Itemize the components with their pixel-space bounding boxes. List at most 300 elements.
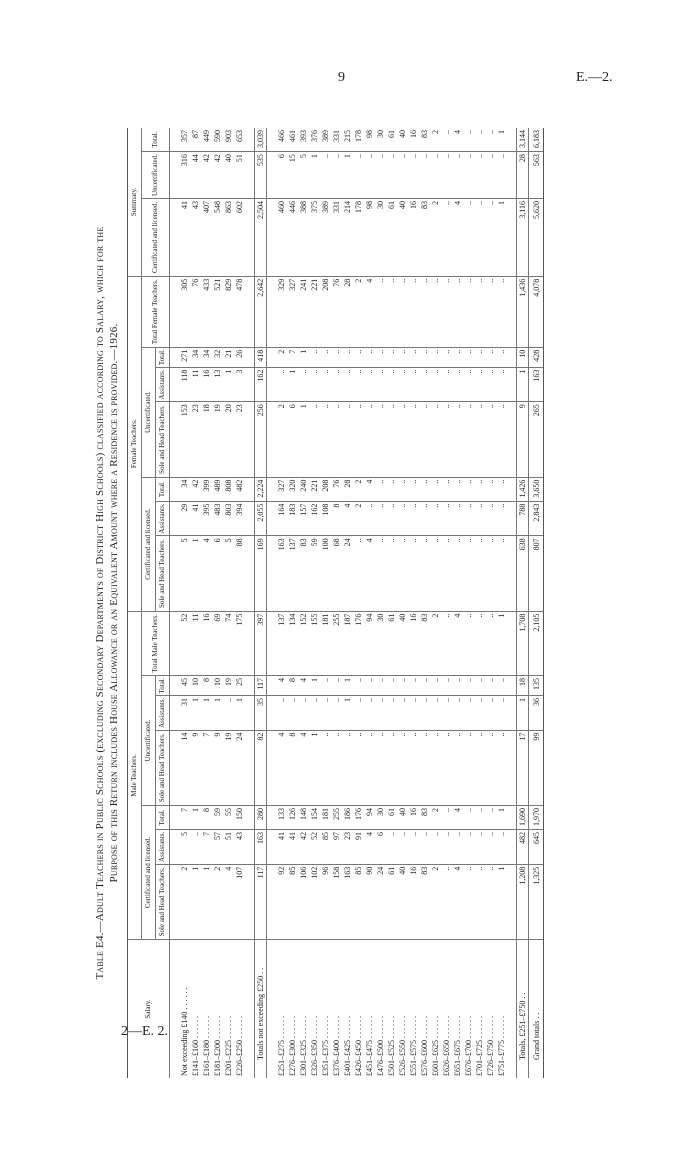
- table-cell: 255: [331, 805, 342, 829]
- table-cell: 2,843: [529, 501, 544, 536]
- table-cell: 16: [408, 128, 419, 152]
- table-cell: 9: [212, 730, 223, 805]
- male-teachers-header: Male Teachers.: [128, 611, 142, 939]
- table-cell: 1: [190, 536, 201, 611]
- table-cell: 4: [364, 276, 375, 347]
- table-cell: 76: [331, 477, 342, 501]
- table-cell: 433: [201, 276, 212, 347]
- table-cell: 11: [190, 611, 201, 675]
- female-uncert-sole-head: Sole and Head Teachers.: [156, 402, 170, 477]
- table-cell: ..: [485, 367, 496, 402]
- spacer-cell: [267, 805, 277, 829]
- table-cell: 255: [331, 611, 342, 675]
- row-label: £726–£750 . . . . . .: [486, 1016, 495, 1076]
- row-label: £676–£700 . . . . . .: [464, 1016, 473, 1076]
- spacer-cell: [507, 367, 517, 402]
- table-cell: ..: [496, 695, 507, 730]
- spacer-cell: [170, 198, 180, 276]
- table-cell: ..: [419, 695, 430, 730]
- table-cell: ..: [474, 128, 485, 152]
- table-cell: 9: [190, 730, 201, 805]
- table-cell: 1,426: [517, 477, 529, 501]
- spacer-cell: [507, 152, 517, 199]
- summary-cert-header: Certificated and licensed.: [142, 198, 170, 276]
- table-cell: ..: [386, 695, 397, 730]
- table-cell: 638: [517, 536, 529, 611]
- table-cell: 6: [375, 830, 386, 865]
- table-cell: 3,650: [529, 477, 544, 501]
- table-cell: ..: [375, 276, 386, 347]
- spacer-row: [267, 128, 277, 1078]
- table-cell: 1: [496, 128, 507, 152]
- table-cell: 2: [353, 477, 364, 501]
- table-cell: 1,436: [517, 276, 529, 347]
- table-cell: ..: [309, 402, 320, 477]
- table-cell: ..: [386, 152, 397, 199]
- table-cell: 1: [287, 367, 298, 402]
- table-cell: 8: [287, 676, 298, 696]
- table-cell: 83: [298, 536, 309, 611]
- table-cell: ..: [452, 367, 463, 402]
- table-row: [430, 128, 441, 1078]
- table-cell: 18: [517, 676, 529, 696]
- table-cell: ..: [386, 477, 397, 501]
- table-cell: 155: [309, 611, 320, 675]
- table-cell: 108: [320, 501, 331, 536]
- female-teachers-header: Female Teachers.: [128, 276, 142, 611]
- table-cell: ..: [463, 152, 474, 199]
- row-label: £626–£650 . . . . . .: [442, 1016, 451, 1076]
- table-cell: 4: [452, 805, 463, 829]
- spacer-cell: [267, 864, 277, 939]
- table-cell: ..: [408, 501, 419, 536]
- table-cell: 16: [408, 805, 419, 829]
- table-cell: 1: [190, 864, 201, 939]
- table-cell: ..: [408, 536, 419, 611]
- table-cell: ..: [441, 611, 452, 675]
- table-cell: 4: [223, 864, 234, 939]
- table-row: [223, 128, 234, 1078]
- table-cell: ..: [441, 864, 452, 939]
- spacer-cell: [170, 501, 180, 536]
- table-cell: 36: [529, 695, 544, 730]
- table-cell: 126: [287, 805, 298, 829]
- male-uncert-sole-head: Sole and Head Teachers.: [156, 730, 170, 805]
- spacer-cell: [267, 477, 277, 501]
- table-cell: ..: [364, 347, 375, 367]
- table-cell: 181: [320, 611, 331, 675]
- table-cell: 59: [309, 536, 320, 611]
- salary-table: [127, 128, 544, 1078]
- spacer-cell: [170, 347, 180, 367]
- table-cell: 2,504: [255, 198, 267, 276]
- male-uncert-header: Uncertificated.: [142, 676, 156, 806]
- table-cell: ..: [353, 536, 364, 611]
- table-cell: 1: [309, 676, 320, 696]
- table-cell: 85: [287, 864, 298, 939]
- table-cell: 83: [419, 611, 430, 675]
- table-cell: 280: [255, 805, 267, 829]
- table-row: [375, 128, 386, 1078]
- table-cell: 76: [331, 276, 342, 347]
- spacer-cell: [170, 477, 180, 501]
- table-cell: 6: [212, 536, 223, 611]
- table-cell: 41: [276, 830, 287, 865]
- table-row: [320, 128, 331, 1078]
- row-label: Grand totals . .: [529, 940, 544, 1079]
- table-cell: ..: [397, 276, 408, 347]
- table-cell: 4: [452, 864, 463, 939]
- table-cell: 16: [408, 198, 419, 276]
- row-label: £226–£250 . . . . . .: [235, 1016, 244, 1076]
- table-row: [276, 128, 287, 1078]
- table-cell: 1: [298, 347, 309, 367]
- table-cell: 4,078: [529, 276, 544, 347]
- spacer-cell: [245, 367, 255, 402]
- table-cell: ..: [408, 830, 419, 865]
- table-cell: 26: [234, 347, 245, 367]
- table-cell: ..: [441, 805, 452, 829]
- table-cell: 4: [364, 536, 375, 611]
- table-cell: ..: [364, 402, 375, 477]
- table-cell: 137: [276, 611, 287, 675]
- male-cert-sole-head: Sole and Head Teachers.: [156, 864, 170, 939]
- table-cell: 16: [408, 611, 419, 675]
- male-cert-header: Certificated and licensed.: [142, 805, 156, 939]
- table-cell: ..: [386, 367, 397, 402]
- table-cell: 807: [529, 536, 544, 611]
- table-cell: 3,039: [255, 128, 267, 152]
- table-cell: ..: [463, 805, 474, 829]
- spacer-cell: [507, 477, 517, 501]
- table-cell: ..: [276, 695, 287, 730]
- table-cell: 10: [517, 347, 529, 367]
- table-cell: 397: [255, 611, 267, 675]
- table-cell: 3,144: [517, 128, 529, 152]
- table-cell: 329: [276, 276, 287, 347]
- female-cert-header: Certificated and licensed.: [142, 477, 156, 611]
- table-cell: 135: [529, 676, 544, 696]
- table-cell: 148: [298, 805, 309, 829]
- table-cell: 28: [342, 477, 353, 501]
- table-cell: 5: [179, 830, 190, 865]
- table-cell: ..: [485, 864, 496, 939]
- table-cell: 42: [298, 830, 309, 865]
- spacer-cell: [245, 864, 255, 939]
- row-label: £651–£675 . . . . . .: [453, 1016, 462, 1076]
- table-cell: ..: [496, 347, 507, 367]
- total-male-header: Total Male Teachers.: [142, 611, 170, 675]
- row-label: £501–£525 . . . . . .: [387, 1016, 396, 1076]
- row-label: £376–£400 . . . . . .: [332, 1016, 341, 1076]
- table-cell: ..: [463, 367, 474, 402]
- table-cell: ..: [408, 276, 419, 347]
- summary-total-header: Total.: [142, 128, 170, 152]
- table-cell: ..: [287, 695, 298, 730]
- table-cell: ..: [331, 152, 342, 199]
- table-cell: ..: [452, 477, 463, 501]
- table-cell: 1: [298, 402, 309, 477]
- table-cell: ..: [485, 536, 496, 611]
- table-cell: ..: [452, 676, 463, 696]
- table-cell: ..: [430, 402, 441, 477]
- table-cell: 52: [309, 830, 320, 865]
- spacer-cell: [507, 347, 517, 367]
- female-uncert-header: Uncertificated.: [142, 347, 156, 477]
- table-cell: ..: [408, 367, 419, 402]
- table-cell: 1: [234, 695, 245, 730]
- table-cell: ..: [386, 276, 397, 347]
- table-cell: 16: [201, 611, 212, 675]
- table-cell: 5,620: [529, 198, 544, 276]
- table-cell: ..: [496, 152, 507, 199]
- table-cell: 69: [212, 611, 223, 675]
- table-row: [496, 128, 507, 1078]
- table-cell: 7: [287, 347, 298, 367]
- table-cell: ..: [485, 347, 496, 367]
- table-cell: 375: [309, 198, 320, 276]
- table-cell: ..: [408, 402, 419, 477]
- table-cell: 163: [342, 864, 353, 939]
- table-cell: ..: [474, 695, 485, 730]
- table-cell: ..: [485, 830, 496, 865]
- table-cell: ..: [408, 676, 419, 696]
- table-cell: ..: [485, 695, 496, 730]
- table-row: [287, 128, 298, 1078]
- table-cell: 164: [276, 501, 287, 536]
- table-cell: ..: [485, 805, 496, 829]
- table-cell: 40: [397, 611, 408, 675]
- spacer-cell: [245, 536, 255, 611]
- spacer-cell: [170, 536, 180, 611]
- table-cell: 31: [179, 695, 190, 730]
- table-cell: 6: [276, 152, 287, 199]
- table-cell: ..: [408, 477, 419, 501]
- table-cell: 17: [517, 730, 529, 805]
- table-cell: ..: [463, 676, 474, 696]
- table-cell: 221: [309, 477, 320, 501]
- table-cell: ..: [463, 864, 474, 939]
- table-cell: 407: [201, 198, 212, 276]
- table-cell: ..: [496, 367, 507, 402]
- table-cell: 320: [287, 477, 298, 501]
- table-cell: 154: [309, 805, 320, 829]
- table-cell: ..: [375, 730, 386, 805]
- table-cell: 25: [234, 676, 245, 696]
- row-label: £601–£625 . . . . . .: [431, 1016, 440, 1076]
- table-cell: ..: [496, 676, 507, 696]
- table-cell: 117: [255, 676, 267, 696]
- table-cell: ..: [441, 276, 452, 347]
- table-cell: ..: [463, 501, 474, 536]
- table-cell: 186: [342, 805, 353, 829]
- table-cell: ..: [397, 347, 408, 367]
- table-cell: 43: [234, 830, 245, 865]
- table-cell: 483: [212, 501, 223, 536]
- table-cell: 40: [397, 864, 408, 939]
- table-row: [353, 128, 364, 1078]
- table-cell: ..: [463, 402, 474, 477]
- table-cell: ..: [430, 695, 441, 730]
- table-cell: 40: [223, 152, 234, 199]
- table-cell: 7: [179, 805, 190, 829]
- table-cell: 1: [309, 730, 320, 805]
- table-cell: 4: [364, 477, 375, 501]
- table-row: [298, 128, 309, 1078]
- table-cell: 34: [190, 347, 201, 367]
- table-cell: 55: [223, 805, 234, 829]
- spacer-cell: [245, 402, 255, 477]
- table-cell: 96: [320, 864, 331, 939]
- table-cell: ..: [331, 730, 342, 805]
- table-cell: 20: [223, 402, 234, 477]
- table-cell: ..: [375, 347, 386, 367]
- table-cell: ..: [463, 198, 474, 276]
- table-cell: ..: [364, 730, 375, 805]
- table-cell: 11: [190, 367, 201, 402]
- table-cell: 152: [298, 611, 309, 675]
- table-cell: 478: [234, 276, 245, 347]
- table-cell: ..: [375, 367, 386, 402]
- table-cell: 162: [309, 501, 320, 536]
- spacer-cell: [170, 367, 180, 402]
- table-cell: 1: [223, 367, 234, 402]
- spacer-cell: [267, 367, 277, 402]
- table-cell: 1: [342, 695, 353, 730]
- table-cell: ..: [397, 676, 408, 696]
- table-cell: 788: [517, 501, 529, 536]
- table-cell: 175: [234, 611, 245, 675]
- table-cell: ..: [441, 501, 452, 536]
- table-cell: 376: [309, 128, 320, 152]
- caption-line-2: Purpose of this Return includes House Allowance or an Equivalent Amount where a Residence is provided.—1926.: [108, 323, 120, 883]
- rotated-table-region: [93, 128, 573, 1078]
- table-row: [364, 128, 375, 1078]
- table-cell: ..: [441, 730, 452, 805]
- table-cell: ..: [474, 501, 485, 536]
- table-cell: 16: [408, 864, 419, 939]
- table-cell: ..: [408, 730, 419, 805]
- table-cell: ..: [474, 676, 485, 696]
- table-row: [201, 128, 212, 1078]
- table-cell: 863: [223, 198, 234, 276]
- table-cell: 5: [179, 536, 190, 611]
- spacer-cell: [170, 402, 180, 477]
- table-cell: 399: [201, 477, 212, 501]
- table-cell: 1: [517, 367, 529, 402]
- table-cell: 30: [375, 805, 386, 829]
- table-cell: 28: [517, 152, 529, 199]
- table-cell: 28: [342, 276, 353, 347]
- spacer-cell: [267, 198, 277, 276]
- table-cell: 460: [276, 198, 287, 276]
- table-cell: ..: [474, 402, 485, 477]
- table-cell: 4: [298, 730, 309, 805]
- table-cell: 357: [179, 128, 190, 152]
- table-cell: ..: [463, 536, 474, 611]
- table-cell: ..: [386, 501, 397, 536]
- table-cell: 482: [517, 830, 529, 865]
- spacer-cell: [245, 128, 255, 152]
- table-cell: ..: [276, 367, 287, 402]
- table-cell: ..: [320, 402, 331, 477]
- table-cell: ..: [485, 152, 496, 199]
- spacer-cell: [507, 276, 517, 347]
- table-cell: ..: [474, 864, 485, 939]
- table-cell: 85: [353, 864, 364, 939]
- table-cell: 40: [397, 198, 408, 276]
- row-label: £426–£450 . . . . . .: [354, 1016, 363, 1076]
- table-cell: ..: [397, 152, 408, 199]
- table-cell: ..: [441, 198, 452, 276]
- table-cell: 1: [517, 695, 529, 730]
- table-cell: 418: [255, 347, 267, 367]
- table-cell: ..: [474, 152, 485, 199]
- row-label: £451–£475 . . . . . .: [365, 1016, 374, 1076]
- table-cell: ..: [430, 367, 441, 402]
- table-cell: 1: [496, 864, 507, 939]
- table-cell: 1: [496, 611, 507, 675]
- table-cell: ..: [342, 402, 353, 477]
- table-cell: 215: [342, 128, 353, 152]
- table-cell: ..: [375, 501, 386, 536]
- table-cell: ..: [441, 536, 452, 611]
- table-cell: 24: [375, 864, 386, 939]
- spacer-row: [170, 128, 180, 1078]
- spacer-cell: [267, 676, 277, 696]
- table-cell: ..: [463, 347, 474, 367]
- spacer-cell: [245, 730, 255, 805]
- table-cell: 51: [234, 152, 245, 199]
- table-cell: ..: [408, 695, 419, 730]
- table-cell: 6,183: [529, 128, 544, 152]
- female-cert-assistants: Assistants.: [156, 501, 170, 536]
- table-cell: 2: [353, 501, 364, 536]
- table-cell: 1: [201, 695, 212, 730]
- table-cell: 29: [179, 501, 190, 536]
- table-cell: 1: [190, 695, 201, 730]
- summary-uncert-header: Uncertificated.: [142, 152, 170, 199]
- table-cell: ..: [430, 830, 441, 865]
- table-cell: ..: [452, 695, 463, 730]
- table-cell: ..: [419, 367, 430, 402]
- table-cell: 208: [320, 477, 331, 501]
- table-cell: 150: [234, 805, 245, 829]
- table-cell: 61: [386, 198, 397, 276]
- table-cell: ..: [408, 152, 419, 199]
- table-cell: ..: [463, 276, 474, 347]
- table-cell: 91: [353, 830, 364, 865]
- spacer-cell: [507, 536, 517, 611]
- spacer-cell: [267, 695, 277, 730]
- spacer-cell: [170, 276, 180, 347]
- table-cell: 2: [430, 611, 441, 675]
- table-cell: 30: [375, 611, 386, 675]
- table-cell: 466: [276, 128, 287, 152]
- table-cell: 2: [276, 402, 287, 477]
- table-cell: ..: [419, 276, 430, 347]
- table-cell: 10: [190, 676, 201, 696]
- table-cell: 305: [179, 276, 190, 347]
- spacer-cell: [245, 676, 255, 696]
- spacer-cell: [507, 940, 517, 1079]
- table-cell: 169: [255, 536, 267, 611]
- table-cell: 83: [419, 128, 430, 152]
- spacer-cell: [267, 347, 277, 367]
- caption-line-1: Table E4.—Adult Teachers in Public Schools (excluding Secondary Departments of District High Schools) classified according to Salary, which for the: [94, 226, 106, 980]
- row-label: £351–£375 . . . . . .: [321, 1016, 330, 1076]
- table-cell: 327: [287, 276, 298, 347]
